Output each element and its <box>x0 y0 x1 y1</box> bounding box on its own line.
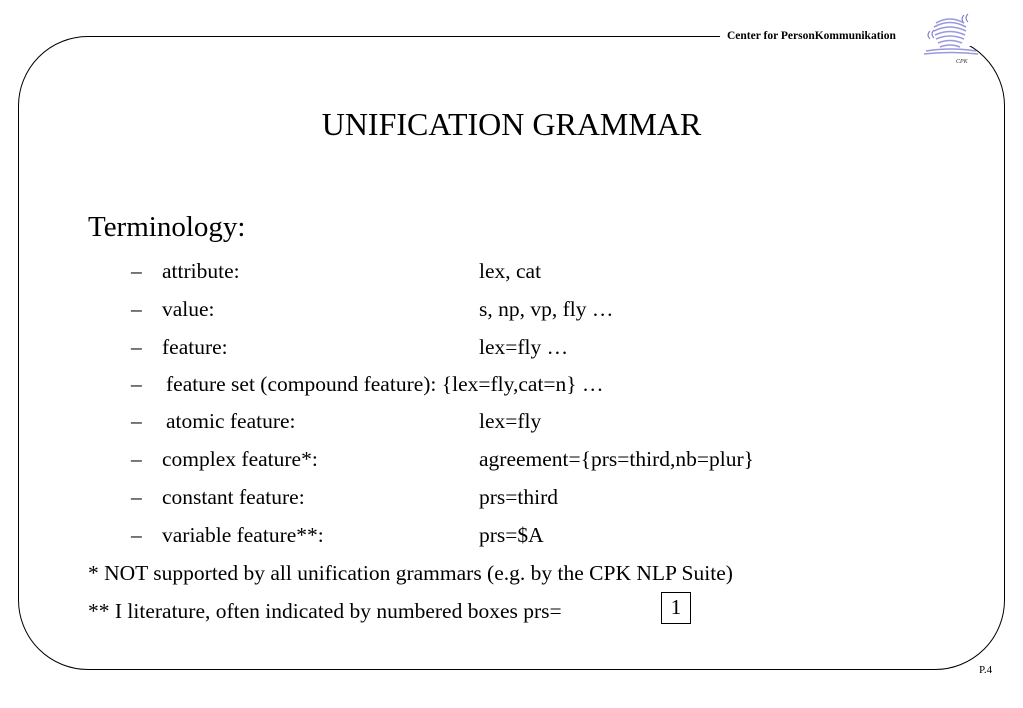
footnote-two: ** I literature, often indicated by numbered boxes prs= <box>88 599 562 623</box>
logo-head <box>924 19 978 54</box>
footnote-one: * NOT supported by all unification grammars (e.g. by the CPK NLP Suite) <box>88 561 733 585</box>
term-label: complex feature*: <box>162 447 318 471</box>
term-label: variable feature**: <box>162 523 324 547</box>
bullet-dash: – <box>131 259 142 283</box>
bullet-dash: – <box>131 523 142 547</box>
logo-text: CPK <box>956 59 968 65</box>
bullet-dash: – <box>131 372 142 396</box>
bullet-dash: – <box>131 409 142 433</box>
term-value: lex=fly <box>479 409 542 433</box>
terminology-heading: Terminology: <box>88 211 246 243</box>
numbered-box: 1 <box>661 592 691 624</box>
term-value: lex, cat <box>479 259 542 283</box>
bullet-dash: – <box>131 335 142 359</box>
term-value: {lex=fly,cat=n} … <box>441 372 604 396</box>
term-label: feature: <box>162 335 228 359</box>
slide-title: UNIFICATION GRAMMAR <box>321 106 702 142</box>
term-label: feature set (compound feature): {lex=fly,cat=n} … <box>166 372 604 396</box>
term-label: attribute: <box>162 259 240 283</box>
bullet-dash: – <box>131 297 142 321</box>
term-value: lex=fly … <box>479 335 569 359</box>
term-label: constant feature: <box>162 485 305 509</box>
cpk-logo <box>916 5 986 67</box>
term-value: prs=$A <box>479 523 544 547</box>
term-value: s, np, vp, fly … <box>479 297 614 321</box>
bullet-dash: – <box>131 485 142 509</box>
term-value: prs=third <box>479 485 559 509</box>
term-label: atomic feature: <box>166 409 296 433</box>
bullet-dash: – <box>131 447 142 471</box>
org-name: Center for PersonKommunikation <box>727 30 896 42</box>
page-number: P.4 <box>979 664 993 676</box>
term-label: value: <box>162 297 215 321</box>
term-value: agreement={prs=third,nb=plur} <box>479 447 754 471</box>
